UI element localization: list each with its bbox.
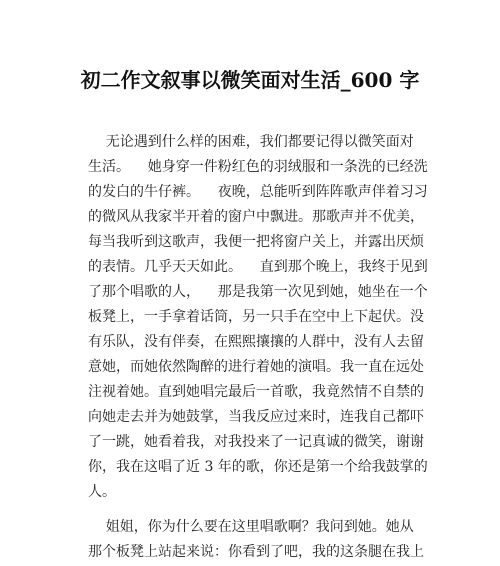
text-line: 你，我在这唱了近 3 年的歌，你还是第一个给我鼓掌的 [88,459,428,475]
text-line: 意她，而她依然陶醉的进行着她的演唱。我一直在远处 [88,359,424,375]
text-line: 无论遇到什么样的困难，我们都要记得以微笑面对 [88,134,414,150]
text-line: 了一跳，她看着我，对我投来了一记真诚的微笑，谢谢 [88,434,424,450]
text-line: 注视着她。直到她唱完最后一首歌，我竟然情不自禁的 [88,384,424,400]
article-body [88,130,428,565]
text-line: 人。 [88,484,116,500]
paragraph-1 [88,130,428,505]
text-line: 生活。 她身穿一件粉红色的羽绒服和一条洗的已经洗 [88,159,428,175]
text-line: 了那个唱歌的人， 那是我第一次见到她，她坐在一个 [88,284,428,300]
text-line: 板凳上，一手拿着话筒，另一只手在空中上下起伏。没 [88,309,424,325]
text-line: 的微风从我家半开着的窗户中飘进。那歌声并不优美， [88,209,424,225]
text-line: 姐姐，你为什么要在这里唱歌啊？我问到她。她从 [88,519,414,535]
text-line: 那个板凳上站起来说：你看到了吧，我的这条腿在我上 [88,544,424,560]
text-line: 向她走去并为她鼓掌，当我反应过来时，连我自己都吓 [88,409,424,425]
text-line: 每当我听到这歌声，我便一把将窗户关上，并露出厌烦 [88,234,424,250]
paragraph-2 [88,515,428,565]
text-line: 的发白的牛仔裤。 夜晚，总能听到阵阵歌声伴着习习 [88,184,428,200]
page-title: 初二作文叙事以微笑面对生活_600 字 [80,68,420,92]
text-line: 有乐队，没有伴奏，在熙熙攘攘的人群中，没有人去留 [88,334,424,350]
text-line: 的表情。几乎天天如此。 直到那个晚上，我终于见到 [88,259,428,275]
